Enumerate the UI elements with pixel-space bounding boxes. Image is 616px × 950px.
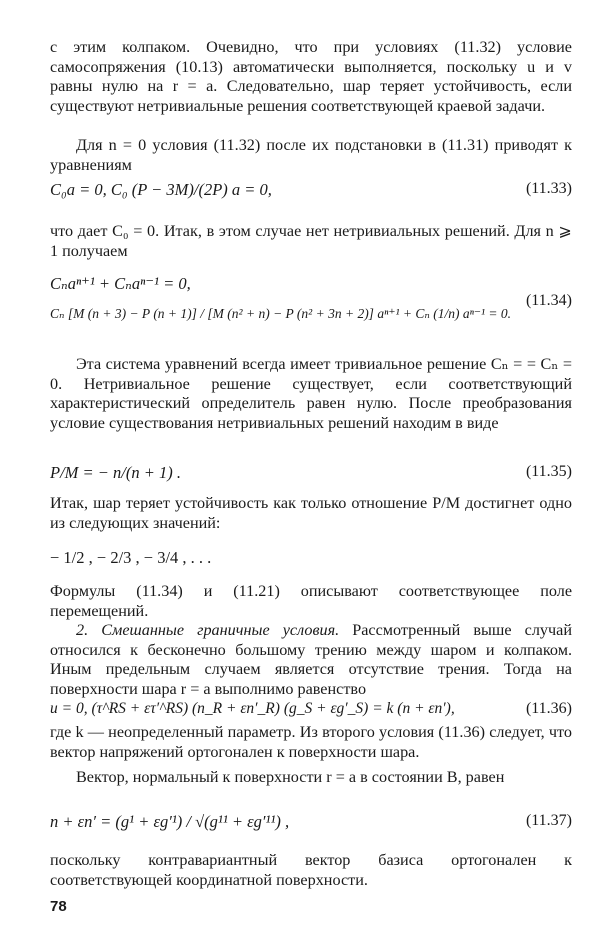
paragraph-9: Вектор, нормальный к поверхности r = a в состоянии B, равен	[76, 768, 505, 786]
paragraph-8: где k — неопределенный параметр. Из второго условия (11.36) следует, что вектор напряжений ортогонален к поверхности шара.	[50, 723, 572, 761]
equation-11-35-number: (11.35)	[525, 463, 572, 480]
paragraph-1: с этим колпаком. Очевидно, что при условиях (11.32) условие самосопряжения (10.13) автоматически выполняется, поскольку u и v равны нулю на r = a. Следовательно, шар теряет устойчивость, если существуют нетривиальные решения соответствующей краевой задачи.	[50, 38, 572, 115]
paragraph-5: Итак, шар теряет устойчивость как только отношение P/M достигнет одно из следующих значений:	[50, 494, 572, 532]
equation-values	[50, 548, 572, 578]
equation-11-35-body: P/M = − n/(n + 1) .	[50, 463, 182, 482]
equation-values-body: − 1/2 , − 2/3 , − 3/4 , . . .	[50, 548, 212, 567]
paragraph-2: Для n = 0 условия (11.32) после их подстановки в (11.31) приводят к уравнениям	[50, 136, 572, 174]
paragraph-6: Формулы (11.34) и (11.21) описывают соответствующее поле перемещений.	[50, 582, 572, 620]
equation-11-33-number: (11.33)	[525, 180, 572, 197]
equation-11-34b-body: Cₙ [M (n + 3) − P (n + 1)] / [M (n² + n) − P (n² + 3n + 2)] aⁿ⁺¹ + Cₙ (1/n) aⁿ⁻¹ = 0.	[50, 306, 511, 321]
paragraph-10: поскольку контравариантный вектор базиса ортогонален к соответствующей координатной поверхности.	[50, 851, 572, 889]
equation-11-34-label	[50, 292, 572, 312]
equation-11-34a-body: Cₙaⁿ⁺¹ + Cₙaⁿ⁻¹ = 0,	[50, 274, 191, 293]
equation-11-35	[50, 463, 572, 493]
equation-11-33-body: C₀a = 0, C₀ (P − 3M)/(2P) a = 0,	[50, 180, 272, 199]
equation-11-36-number: (11.36)	[525, 700, 572, 717]
section-heading: 2. Смешанные граничные условия.	[76, 621, 340, 639]
paragraph-7-text: Рассмотренный выше случай относился к бесконечно большому трению между шаром и колпаком. Иным предельным случаем является отсутствие трения. Тогда на поверхности шара r = a выполнимо равенство	[50, 621, 572, 698]
equation-11-34-number: (11.34)	[525, 292, 572, 309]
paragraph-7	[50, 621, 572, 699]
equation-11-37-body: n + εn′ = (g¹ + εg′¹) / √(g¹¹ + εg′¹¹) ,	[50, 812, 290, 831]
equation-11-37-number: (11.37)	[525, 812, 572, 829]
paragraph-4: Эта система уравнений всегда имеет тривиальное решение Cₙ = = Cₙ = 0. Нетривиальное решение существует, если соответствующий характеристический определитель равен нулю. После преобразования условие существования нетривиальных решений находим в виде	[50, 355, 572, 432]
page-number: 78	[50, 898, 67, 915]
equation-11-37	[50, 812, 572, 842]
equation-11-36-body: u = 0, (τ^RS + ετ′^RS) (n_R + εn′_R) (g_S + εg′_S) = k (n + εn′),	[50, 700, 455, 717]
paragraph-3: что дает C₀ = 0. Итак, в этом случае нет нетривиальных решений. Для n ⩾ 1 получаем	[50, 222, 572, 260]
equation-11-33	[50, 180, 572, 210]
